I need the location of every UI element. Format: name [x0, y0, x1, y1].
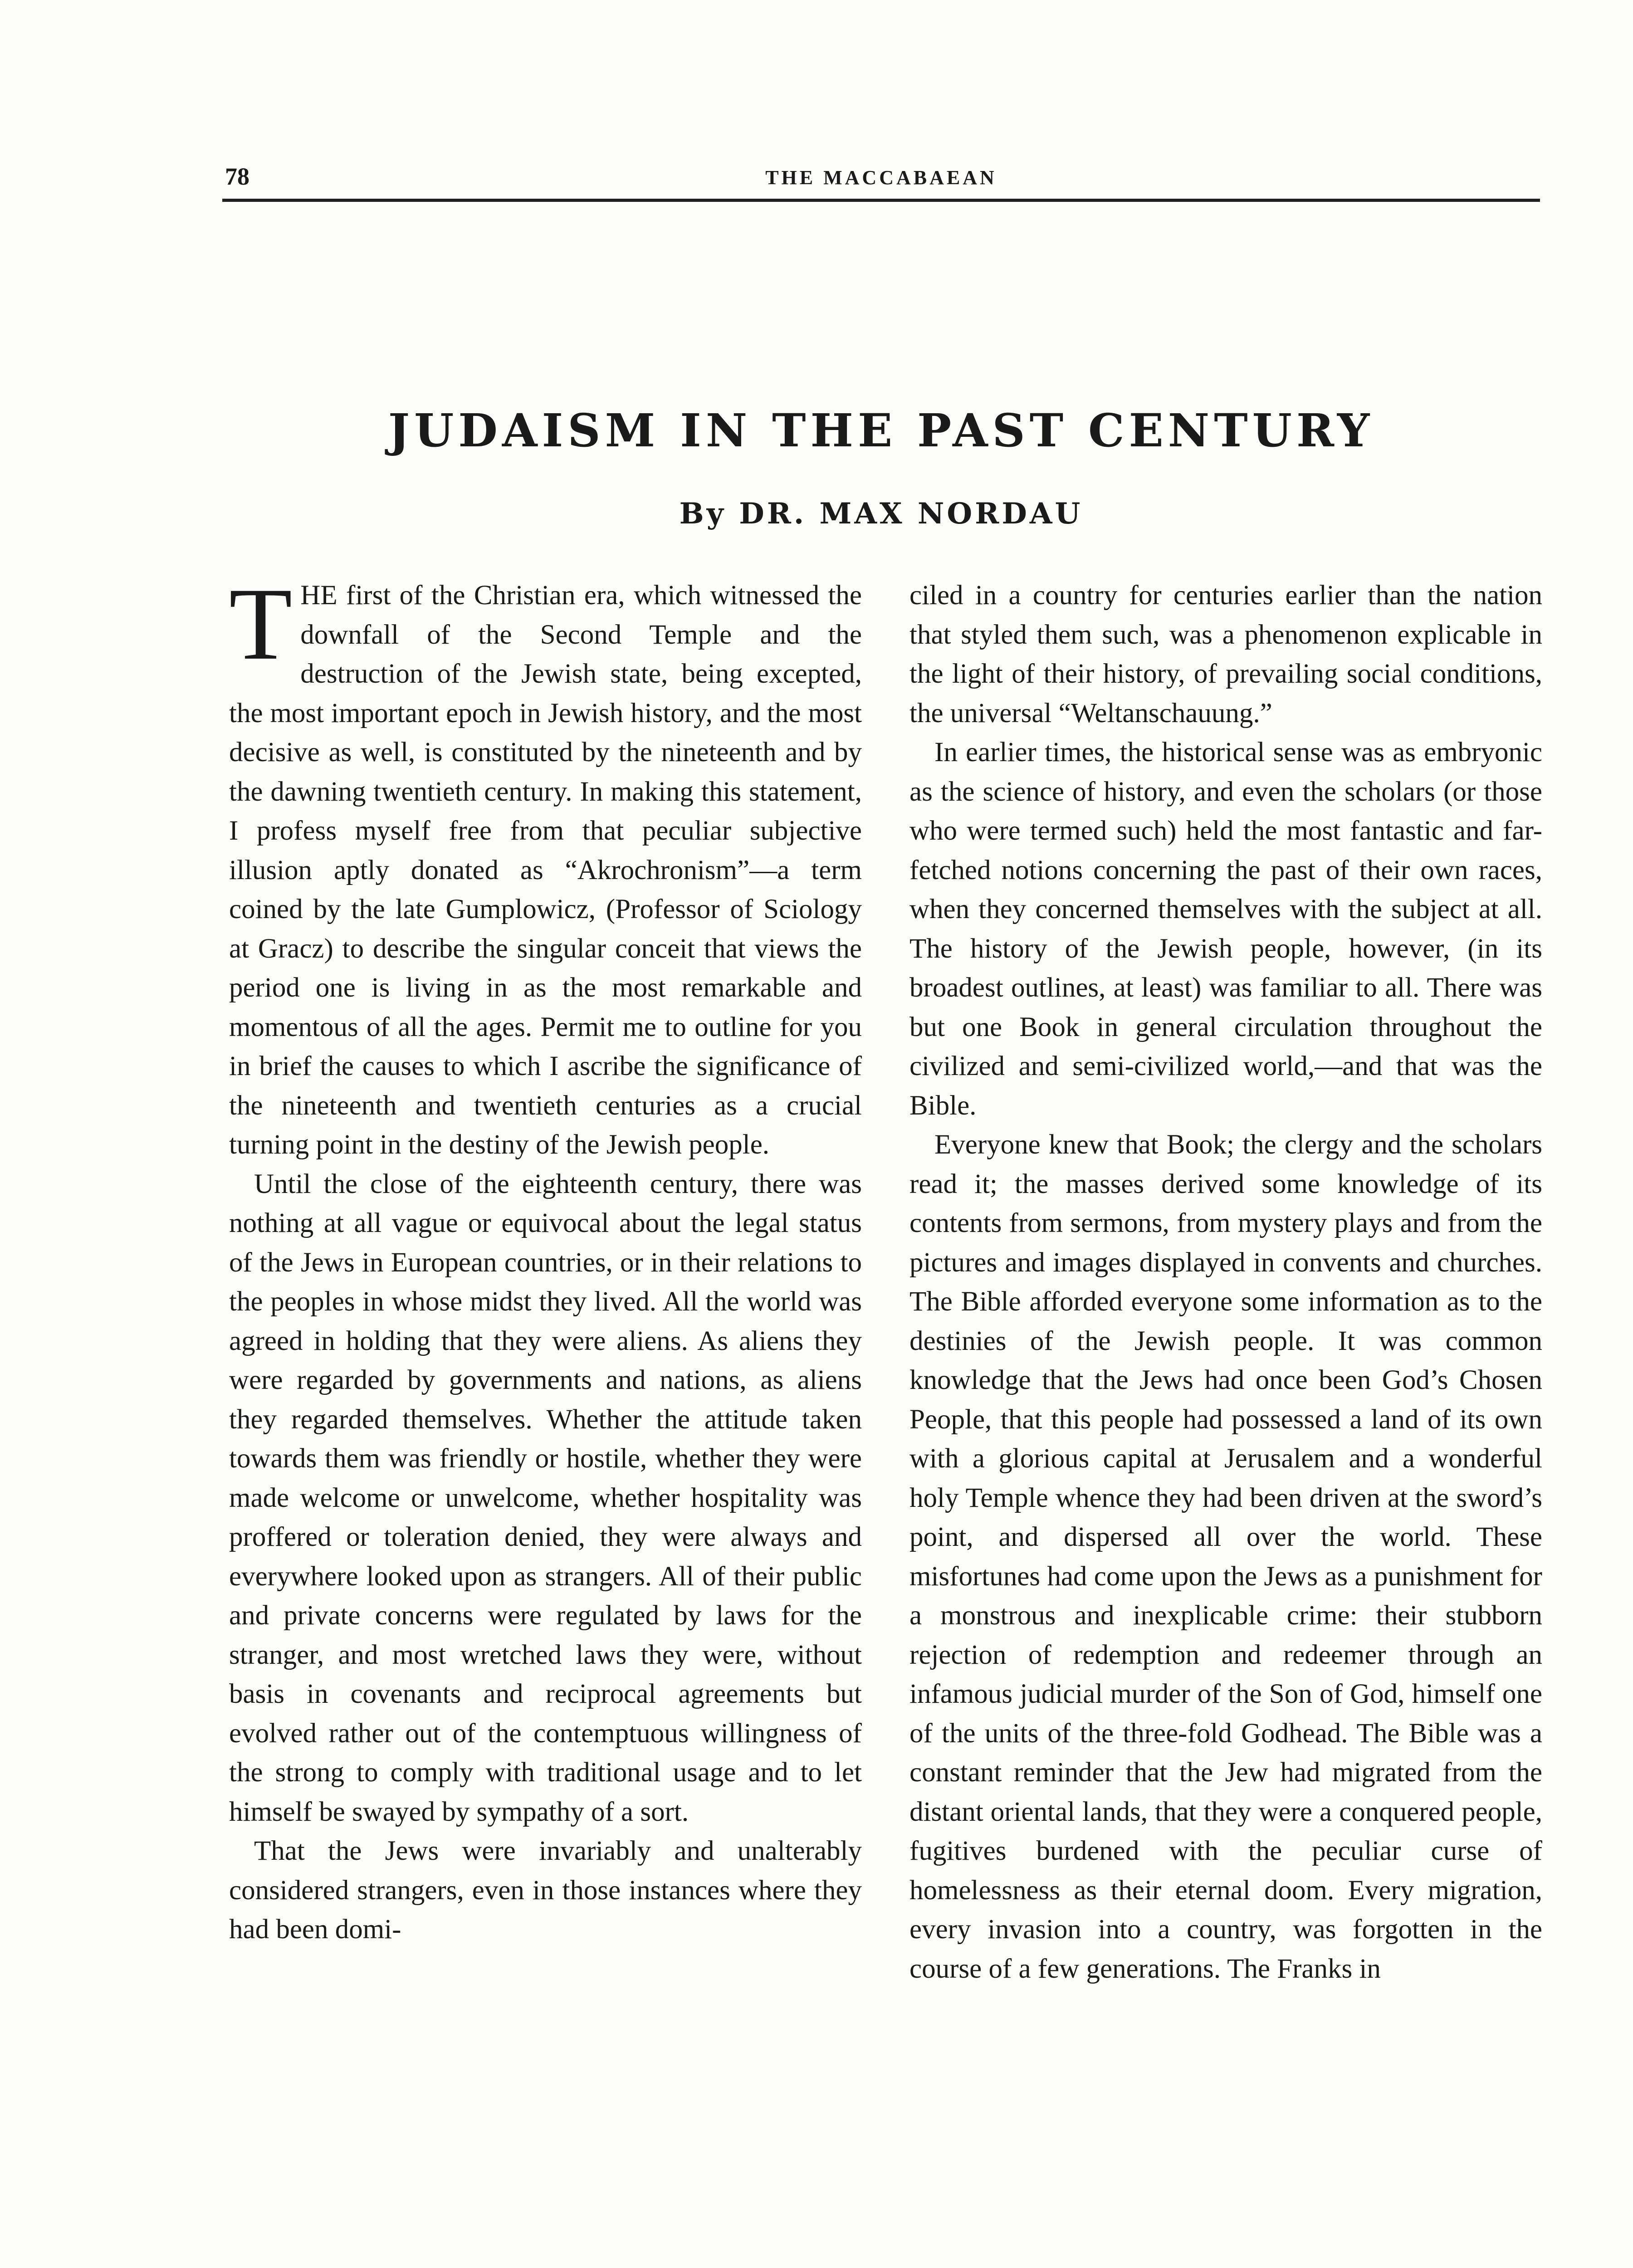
journal-title: THE MACCABAEAN	[765, 166, 997, 189]
article-byline: By DR. MAX NORDAU	[679, 497, 1083, 531]
paragraph-1-text: HE first of the Christian era, which witnessed the downfall of the Second Temple and the destruction of the Jewish state, being excepted, the most important epoch in Jewish history, and the most decisive as well, is constituted by the nineteenth and by the dawning twentieth century. In making this statement, I profess myself free from that peculiar subjective illusion aptly donated as “Akrochronism”—a term coined by the late Gumplowicz, (Professor of Sciology at Gracz) to describe the singular conceit that views the period one is living in as the most remarkable and momentous of all the ages. Permit me to outline for you in brief the causes to which I ascribe the significance of the nineteenth and twentieth centuries as a crucial turning point in the destiny of the Jewish people.	[229, 580, 862, 1160]
article-title: JUDAISM IN THE PAST CENTURY	[388, 404, 1374, 457]
paragraph-1	[229, 567, 862, 1165]
header-rule	[222, 199, 1540, 202]
right-column	[909, 576, 1542, 1989]
drop-cap: T	[229, 567, 293, 681]
running-head	[222, 150, 1540, 204]
paragraph-2: Until the close of the eighteenth century, there was nothing at all vague or equivocal about the legal status of the Jews in European countries, or in their relations to the peoples in whose midst they lived. All the world was agreed in holding that they were aliens. As aliens they were regarded by governments and nations, as aliens they regarded themselves. Whether the attitude taken towards them was friendly or hostile, whether they were made welcome or unwelcome, whether hospitality was proffered or toleration denied, they were always and everywhere looked upon as strangers. All of their public and private concerns were regulated by laws for the stranger, and most wretched laws they were, without basis in covenants and reciprocal agreements but evolved rather out of the contemptuous willingness of the strong to comply with traditional usage and to let himself be swayed by sympathy of a sort.	[229, 1168, 862, 1827]
left-column	[229, 567, 862, 1950]
page-number: 78	[225, 163, 249, 190]
paragraph-5: Everyone knew that Book; the clergy and the scholars read it; the masses derived some knowledge of its contents from sermons, from mystery plays and from the pictures and images displayed in convents and churches. The Bible afforded everyone some information as to the destinies of the Jewish people. It was common knowledge that the Jews had once been God’s Chosen People, that this people had possessed a land of its own with a glorious capital at Jerusalem and a wonderful holy Temple whence they had been driven at the sword’s point, and dispersed all over the world. These misfortunes had come upon the Jews as a punishment for a monstrous and inexplicable crime: their stubborn rejection of redemption and redeemer through an infamous judicial murder of the Son of God, himself one of the units of the three-fold Godhead. The Bible was a constant reminder that the Jew had migrated from the distant oriental lands, that they were a conquered people, fugitives burdened with the peculiar curse of homelessness as their eternal doom. Every migration, every invasion into a country, was forgotten in the course of a few generations. The Franks in	[909, 1129, 1542, 1984]
paragraph-3: That the Jews were invariably and unalterably considered strangers, even in those instances where they had been domi-	[229, 1836, 862, 1945]
paragraph-continued: ciled in a country for centuries earlier than the nation that styled them such, was a phenomenon explicable in the light of their history, of prevailing social conditions, the universal “Weltanschauung.”	[909, 580, 1542, 728]
paragraph-4: In earlier times, the historical sense was as embryonic as the science of history, and even the scholars (or those who were termed such) held the most fantastic and far-fetched notions concerning the past of their own races, when they concerned themselves with the subject at all. The history of the Jewish people, however, (in its broadest outlines, at least) was familiar to all. There was but one Book in general circulation throughout the civilized and semi-civilized world,—and that was the Bible.	[909, 737, 1542, 1121]
